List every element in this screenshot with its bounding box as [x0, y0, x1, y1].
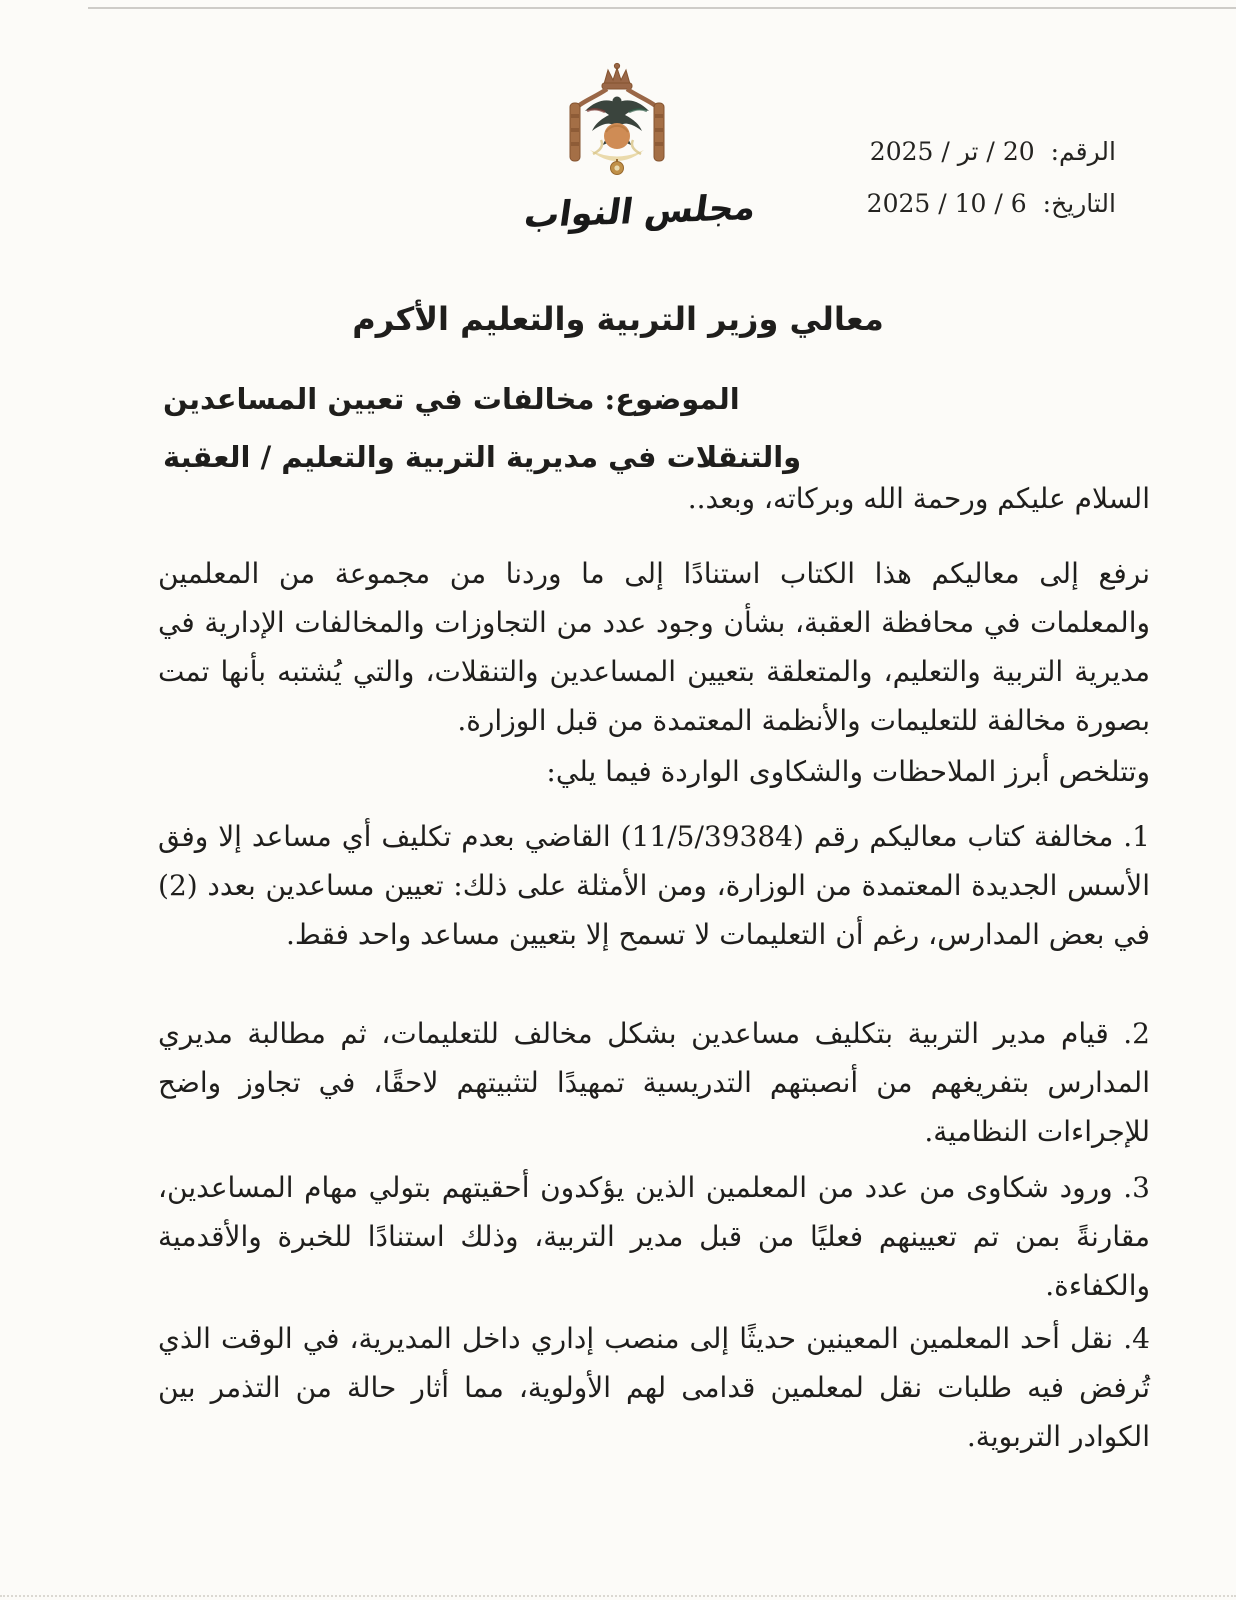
intro-paragraph: نرفع إلى معاليكم هذا الكتاب استنادًا إلى ما وردنا من مجموعة من المعلمين والمعلمات في محافظة العقبة، بشأن وجود عدد من التجاوزات والمخالفات الإدارية في مديرية التربية والتعليم، والمتعلقة بتعيين المساعدين والتنقلات، والتي يُشتبه بأنها تمت بصورة مخالفة للتعليمات والأنظمة المعتمدة من قبل الوزارة. — [158, 557, 1150, 737]
scan-artifact-bottom-line — [0, 1595, 1236, 1597]
date-value: 6 / 10 / 2025 — [866, 189, 1027, 218]
complaint-item-3: 3. ورود شكاوى من عدد من المعلمين الذين يؤكدون أحقيتهم بتولي مهام المساعدين، مقارنةً بمن تم تعيينهم فعليًا من قبل مدير التربية، وذلك استنادًا للخبرة والأقدمية والكفاءة. — [158, 1171, 1150, 1302]
date-label: التاريخ: — [1042, 189, 1116, 218]
letter-title: معالي وزير التربية والتعليم الأكرم — [352, 300, 884, 338]
subject-line-1: الموضوع: مخالفات في تعيين المساعدين — [163, 382, 740, 416]
subject-block — [163, 370, 801, 486]
complaint-item-1: 1. مخالفة كتاب معاليكم رقم (11/5/39384) القاضي بعدم تكليف أي مساعد إلا وفق الأسس الجديدة المعتمدة من الوزارة، ومن الأمثلة على ذلك: تعيين مساعدين بعدد (2) في بعض المدارس، رغم أن التعليمات لا تسمح إلا بتعيين مساعد واحد فقط. — [158, 820, 1150, 951]
list-intro-line: وتتلخص أبرز الملاحظات والشكاوى الواردة فيما يلي: — [546, 755, 1150, 788]
jordan-royal-crest-emblem — [556, 62, 678, 194]
scan-artifact-top-line — [88, 7, 1236, 9]
date-line — [867, 178, 1116, 230]
complaint-item-4: 4. نقل أحد المعلمين المعينين حديثًا إلى منصب إداري داخل المديرية، في الوقت الذي تُرفض فيه طلبات نقل لمعلمين قدامى لهم الأولوية، مما أثار حالة من التذمر بين الكوادر التربوية. — [158, 1322, 1151, 1453]
complaint-item-2: 2. قيام مدير التربية بتكليف مساعدين بشكل مخالف للتعليمات، ثم مطالبة مديري المدارس بتفريغهم من أنصبتهم التدريسية تمهيدًا لتثبيتهم لاحقًا، في تجاوز واضح للإجراءات النظامية. — [158, 1017, 1150, 1148]
ref-number-value: 20 / تر / 2025 — [869, 137, 1035, 166]
reference-block — [867, 126, 1116, 230]
org-name-calligraphy: مجلس النواب — [521, 187, 759, 237]
ref-number-line — [867, 126, 1116, 178]
subject-line-2: والتنقلات في مديرية التربية والتعليم / العقبة — [163, 440, 802, 474]
ref-number-label: الرقم: — [1050, 137, 1116, 166]
greeting-line: السلام عليكم ورحمة الله وبركاته، وبعد.. — [687, 482, 1150, 515]
